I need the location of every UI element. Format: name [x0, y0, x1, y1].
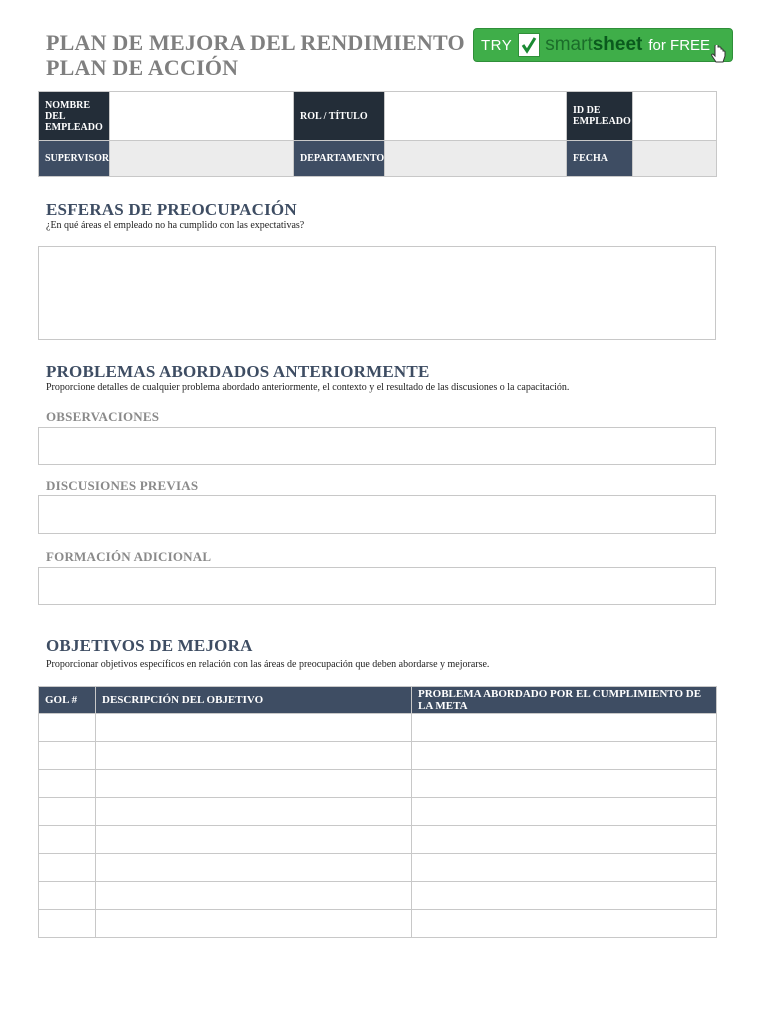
- goal-problem-header: PROBLEMA ABORDADO POR EL CUMPLIMIENTO DE LA META: [412, 687, 717, 714]
- training-label: FORMACIÓN ADICIONAL: [46, 549, 212, 564]
- goal-description-cell[interactable]: [96, 854, 412, 882]
- objectives-subtitle: Proporcionar objetivos específicos en relación con las áreas de preocupación que deben abordarse y mejorarse.: [46, 659, 490, 670]
- date-field[interactable]: [633, 141, 717, 177]
- training-textbox[interactable]: [38, 567, 716, 605]
- goal-description-header: DESCRIPCIÓN DEL OBJETIVO: [96, 687, 412, 714]
- discussions-label: DISCUSIONES PREVIAS: [46, 478, 199, 493]
- previous-issues-heading: PROBLEMAS ABORDADOS ANTERIORMENTE: [46, 362, 430, 381]
- document-title: [46, 30, 465, 80]
- goal-description-cell[interactable]: [96, 714, 412, 742]
- hand-cursor-icon: [710, 45, 726, 70]
- smartsheet-promo-button[interactable]: [473, 28, 733, 62]
- role-title-label: ROL / TÍTULO: [294, 92, 385, 141]
- promo-brand: [545, 34, 642, 56]
- table-row: [39, 770, 717, 798]
- employee-id-label: ID DE EMPLEADO: [567, 92, 633, 141]
- goal-problem-cell[interactable]: [412, 854, 717, 882]
- areas-subtitle: ¿En qué áreas el empleado no ha cumplido con las expectativas?: [46, 220, 305, 231]
- role-title-field[interactable]: [385, 92, 567, 141]
- goal-number-cell[interactable]: [39, 826, 96, 854]
- goal-number-cell[interactable]: [39, 714, 96, 742]
- table-row: [39, 826, 717, 854]
- goal-problem-cell[interactable]: [412, 910, 717, 938]
- goal-description-cell[interactable]: [96, 742, 412, 770]
- goal-number-cell[interactable]: [39, 882, 96, 910]
- goal-problem-cell[interactable]: [412, 798, 717, 826]
- title-line-2: PLAN DE ACCIÓN: [46, 55, 239, 80]
- objectives-table: [38, 686, 717, 938]
- employee-name-field[interactable]: [110, 92, 294, 141]
- employee-id-field[interactable]: [633, 92, 717, 141]
- goal-problem-cell[interactable]: [412, 770, 717, 798]
- goal-number-cell[interactable]: [39, 742, 96, 770]
- goal-problem-cell[interactable]: [412, 742, 717, 770]
- objectives-table-body: [39, 714, 717, 938]
- checkmark-icon: [518, 33, 540, 57]
- goal-problem-cell[interactable]: [412, 714, 717, 742]
- areas-textbox[interactable]: [38, 246, 716, 340]
- supervisor-label: SUPERVISOR: [39, 141, 110, 177]
- goal-description-cell[interactable]: [96, 798, 412, 826]
- discussions-textbox[interactable]: [38, 495, 716, 534]
- goal-number-cell[interactable]: [39, 770, 96, 798]
- promo-free-label: for FREE: [648, 36, 711, 54]
- department-label: DEPARTAMENTO: [294, 141, 385, 177]
- table-row: [39, 742, 717, 770]
- observations-textbox[interactable]: [38, 427, 716, 465]
- goal-problem-cell[interactable]: [412, 826, 717, 854]
- goal-description-cell[interactable]: [96, 882, 412, 910]
- table-row: [39, 714, 717, 742]
- promo-try-label: TRY: [481, 36, 513, 54]
- table-row: [39, 882, 717, 910]
- goal-number-cell[interactable]: [39, 854, 96, 882]
- brand-part-a: smart: [545, 34, 593, 55]
- table-row: [39, 854, 717, 882]
- goal-number-cell[interactable]: [39, 910, 96, 938]
- table-row: [39, 798, 717, 826]
- goal-problem-cell[interactable]: [412, 882, 717, 910]
- department-field[interactable]: [385, 141, 567, 177]
- goal-number-header: GOL #: [39, 687, 96, 714]
- employee-info-table: [38, 91, 717, 177]
- date-label: FECHA: [567, 141, 633, 177]
- employee-name-label: NOMBRE DEL EMPLEADO: [39, 92, 110, 141]
- previous-issues-subtitle: Proporcione detalles de cualquier problema abordado anteriormente, el contexto y el resultado de las discusiones o la capacitación.: [46, 382, 570, 393]
- title-line-1: PLAN DE MEJORA DEL RENDIMIENTO: [46, 30, 465, 55]
- goal-description-cell[interactable]: [96, 910, 412, 938]
- goal-description-cell[interactable]: [96, 826, 412, 854]
- areas-heading: ESFERAS DE PREOCUPACIÓN: [46, 200, 297, 219]
- objectives-heading: OBJETIVOS DE MEJORA: [46, 636, 253, 655]
- goal-description-cell[interactable]: [96, 770, 412, 798]
- supervisor-field[interactable]: [110, 141, 294, 177]
- goal-number-cell[interactable]: [39, 798, 96, 826]
- observations-label: OBSERVACIONES: [46, 409, 160, 424]
- table-row: [39, 910, 717, 938]
- brand-part-b: sheet: [592, 34, 643, 55]
